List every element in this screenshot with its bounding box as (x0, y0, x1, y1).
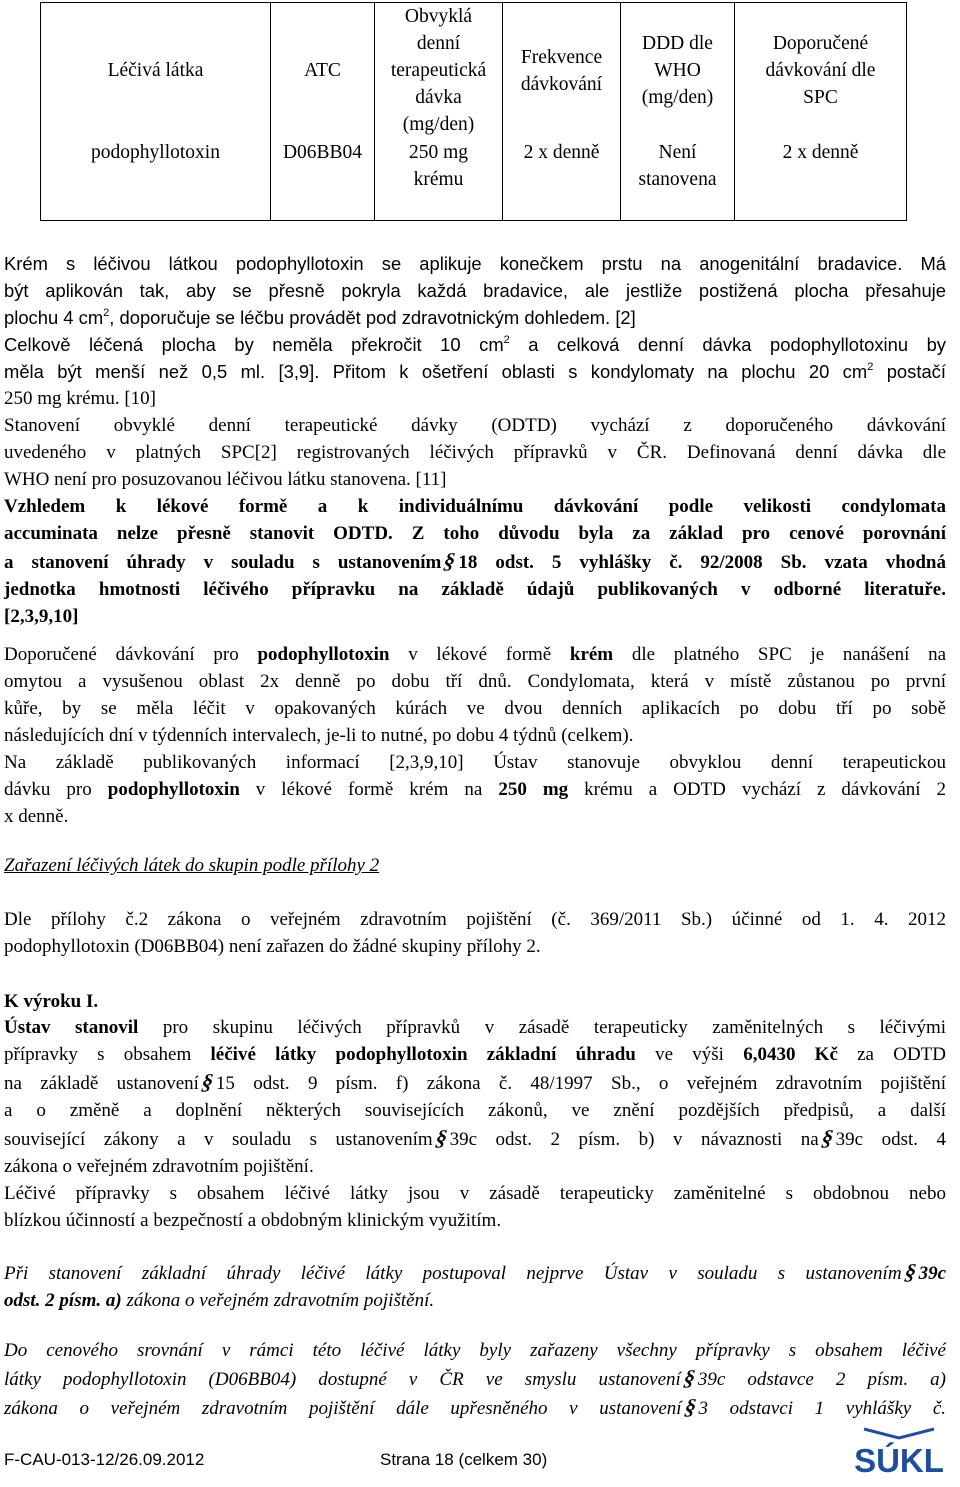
paragraph-verdict (4, 1014, 946, 1234)
cell-atc: D06BB04 (271, 139, 375, 221)
sukl-logo (842, 1425, 957, 1480)
cell-substance: podophyllotoxin (41, 139, 271, 221)
text-line: přípravky s obsahem léčivé látky podophyllotoxin základní úhradu ve výši 6,0430 Kč za ODTD (4, 1044, 946, 1065)
text-line: zákona o veřejném zdravotním pojištění. (4, 1156, 314, 1177)
dosage-table (40, 2, 907, 221)
logo-text: SÚKL (854, 1442, 944, 1479)
text-line: uvedeného v platných SPC[2] registrovaných léčivých přípravků v ČR. Definovaná denní dávka dle (4, 442, 946, 463)
text-line: následujících dní v týdenních intervalech, je-li to nutné, po dobu 4 týdnů (celkem). (4, 725, 634, 746)
text-line: a o změně a doplnění některých souvisejících zákonů, ve znění pozdějších předpisů, a další (4, 1100, 946, 1121)
text-line: a stanovení úhrady v souladu s ustanovením§18 odst. 5 vyhlášky č. 92/2008 Sb. vzata vhodná (4, 548, 946, 573)
paragraph-procedure (4, 1258, 946, 1314)
text-line: 250 mg krému. [10] (4, 388, 156, 409)
text-line: Do cenového srovnání v rámci této léčivé látky byly zařazeny všechny přípravky s obsahem léčivé (4, 1340, 946, 1361)
cell-ddd: Není stanovena (621, 139, 735, 221)
text-line: Vzhledem k lékové formě a k individuálnímu dávkování podle velikosti condylomata (4, 496, 946, 517)
cell-frequency: 2 x denně (503, 139, 621, 221)
text-line: Ústav stanovil pro skupinu léčivých přípravků v zásadě terapeuticky zaměnitelných s léčivými (4, 1017, 947, 1038)
text-line: být aplikován tak, aby se přesně pokryla každá bradavice, ale jestliže postižená plocha přesahuje (4, 280, 946, 301)
paragraph-annex (4, 906, 946, 960)
footer-doc-id: F-CAU-013-12/26.09.2012 (4, 1450, 205, 1469)
cell-spc: 2 x denně (735, 139, 907, 221)
text-line: Při stanovení základní úhrady léčivé látky postupoval nejprve Ústav v souladu s ustanovením§39c (4, 1259, 946, 1284)
paragraph-application (4, 250, 946, 630)
section-heading-groups: Zařazení léčivých látek do skupin podle přílohy 2 (4, 855, 380, 876)
section-heading-verdict: K výroku I. (4, 991, 99, 1012)
text-line: kůře, by se měla léčit v opakovaných kúrách ve dvou denních aplikacích po dobu tří po sobě (4, 698, 946, 719)
header-frequency: Frekvence dávkování (503, 3, 621, 139)
header-atc: ATC (271, 3, 375, 139)
text-line: plochu 4 $cm^2$, doporučuje se léčbu provádět pod zdravotnickým dohledem. [2] (4, 307, 636, 328)
text-line: WHO není pro posuzovanou léčivou látku stanovena. [11] (4, 469, 447, 490)
header-ddd: DDD dle WHO (mg/den) (621, 3, 735, 139)
text-line: měla být menší než 0,5 ml. [3,9]. Přitom k ošetření oblasti s kondylomaty na plochu 20 $cm^2$ postačí (4, 361, 946, 382)
text-line: accuminata nelze přesně stanovit ODTD. Z toho důvodu byla za základ pro cenové porovnání (4, 523, 946, 544)
text-line: jednotka hmotnosti léčivého přípravku na základě údajů publikovaných v odborné literatuře. (4, 579, 946, 600)
header-daily-dose: Obvyklá denní terapeutická dávka (mg/den) (375, 3, 503, 139)
text-line: Léčivé přípravky s obsahem léčivé látky jsou v zásadě terapeuticky zaměnitelné s obdobnou nebo (4, 1183, 946, 1204)
text-line: zákona o veřejném zdravotním pojištění dále upřesněného v ustanovení§3 odstavci 1 vyhlášky č. (4, 1394, 946, 1419)
text-line: Doporučené dávkování pro podophyllotoxin v lékové formě krém dle platného SPC je nanášení na (4, 644, 947, 665)
logo-wing-icon (864, 1429, 934, 1438)
text-line: odst. 2 písm. a) zákona o veřejném zdravotním pojištění. (4, 1290, 435, 1311)
paragraph-dosage (4, 641, 946, 830)
text-line: Stanovení obvyklé denní terapeutické dávky (ODTD) vychází z doporučeného dávkování (4, 415, 946, 436)
text-line: x denně. (4, 806, 69, 827)
text-line: látky podophyllotoxin (D06BB04) dostupné v ČR ve smyslu ustanovení§39c odstavce 2 písm. a) (4, 1365, 946, 1390)
text-line: blízkou účinností a bezpečností a obdobným klinickým využitím. (4, 1210, 502, 1231)
text-line: na základě ustanovení§15 odst. 9 písm. f) zákona č. 48/1997 Sb., o veřejném zdravotním pojištění (4, 1069, 946, 1094)
text-line: omytou a vysušenou oblast 2x denně po dobu tří dnů. Condylomata, která v místě zůstanou po první (4, 671, 946, 692)
text-line: Celkově léčená plocha by neměla překročit 10 $cm^2$ a celková denní dávka podophyllotoxinu by (4, 334, 946, 355)
text-line: [2,3,9,10] (4, 606, 79, 627)
text-line: Dle přílohy č.2 zákona o veřejném zdravotním pojištění (č. 369/2011 Sb.) účinné od 1. 4. 2012 (4, 909, 946, 930)
cell-daily-dose: 250 mg krému (375, 139, 503, 221)
text-line: podophyllotoxin (D06BB04) není zařazen do žádné skupiny přílohy 2. (4, 936, 541, 957)
text-line: související zákony a v souladu s ustanovením§39c odst. 2 písm. b) v návaznosti na§39c odst. 4 (4, 1125, 946, 1150)
footer-page-number: Strana 18 (celkem 30) (380, 1450, 548, 1469)
text-line: dávku pro podophyllotoxin v lékové formě krém na 250 mg krému a ODTD vychází z dávkování 2 (4, 779, 947, 800)
text-line: Krém s léčivou látkou podophyllotoxin se aplikuje konečkem prstu na anogenitální bradavice. Má (4, 253, 946, 274)
header-substance: Léčivá látka (41, 3, 271, 139)
text-line: Na základě publikovaných informací [2,3,9,10] Ústav stanovuje obvyklou denní terapeutickou (4, 752, 946, 773)
header-spc: Doporučené dávkování dle SPC (735, 3, 907, 139)
paragraph-comparison (4, 1337, 946, 1422)
